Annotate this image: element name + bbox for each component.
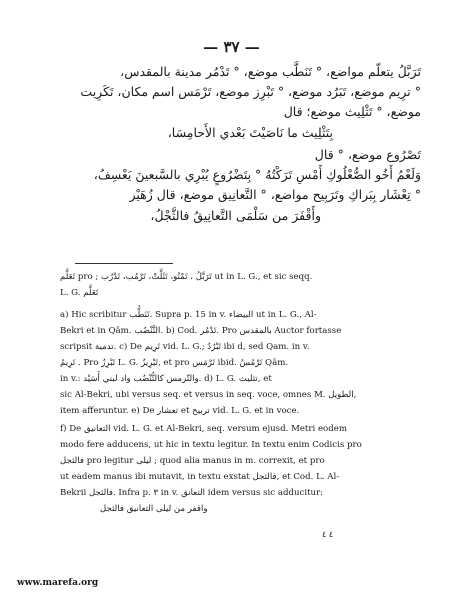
page-number: — ٣٧ — [203, 38, 260, 56]
verse-line: ° ترِيم موضع، تَبَرُد موضع، ° تَبْرِز موضع، تَرْمَس اسم مكان، تَكَرِيت [80, 84, 421, 99]
verse-line: تَرَبَّلُ يتعلّم مواضع، ° تَنَطَّب موضع، ° تَدْمُر مدينة بالمقدس، [120, 64, 421, 79]
verse-line: ° تِعْشَار بِبَراكِ وتَرَبِيح مواضع، ° التَّعانِيق موضع، قال زُهَيْر [129, 187, 421, 202]
footnote-line: L. G. تَعَلَّم [60, 288, 99, 298]
footnote-line: f) De التعانيق vid. L. G. et Al-Bekri, seq. versum ejusd. Metri eodem [60, 424, 347, 434]
footnote-line: تَرِيمُ . Pro تَبْرِزُ L. G. تَبْرِيزُ, et pro تَرْمَس ibid. تَرْمُسُ Qâm. [60, 358, 289, 368]
verse-line: موضع، ° تَثْلِيث موضع؛ قال [283, 104, 421, 119]
footnote-line: in v.: والتّرمس كالتُّنْضُب واد لبني أَسَيْد. d) L. G. تثليث, et [60, 374, 272, 384]
verse-line: وَلَعْمُ أَخُو الصُّعْلُوكِ أَمْسِ تَرَكْتُهُ ° بِتَضْرُوعٍ يُبْرِي بالسَّبعينَ يَعْسِفُ، [93, 167, 421, 182]
footnote-line: item afferuntur. e) De تعشار et تربيح vid. L. G. et in voce. [60, 406, 300, 416]
footnote-line: sic Al-Bekri, ubi versus seq. et versus in seq. voce, omnes M. الطويل, [60, 390, 357, 400]
verse-line: بِتَثْلِيث ما نَاصَيْتَ بَعْدي الأَحامِسَا، [167, 125, 333, 140]
footnote-line: modo fere adducens, ut hic in textu legitur. In textu enim Codicis pro [60, 440, 362, 450]
footnote-line: Bekri et in Qâm. التَّنْضُب. b) Cod. تَدْمُر. Pro بالمقدس Auctor fortasse [60, 326, 342, 336]
footnote-line: تَعَلَّم pro ; تَرَبَّلُ ، تَمْتُو، تَثَلَّتْ، تَرْمُب، تَدْرُب ut in L. G., et sic seqq. [60, 272, 313, 282]
footer-url: www.marefa.org [17, 578, 99, 588]
footnote-line: Bekrii فالثجل. Infra p. ۳ in v. التعانق idem versus sic adducitur: [60, 488, 324, 498]
verse-line: تَصْرُوع موضع، ° قال [314, 147, 421, 162]
footnote-line: فالثجل pro legitur ليلى ; quod alia manus in m. correxit, et pro [60, 456, 325, 466]
signature-mark: ٤ ٤ [322, 530, 334, 539]
verse-line: وأَقْفَرَ من سَلْمَى التَّعانِيقُ فالثَّجْلُ، [150, 208, 321, 223]
footnote-line: ut eadem manus ibi mutavit, in textu exstat فالثجل, et Cod. L. Al- [60, 472, 340, 482]
footnote-line: واقفر من ليلى التعانيق فالثجل [100, 504, 208, 514]
footnote-line: a) Hic scribitur تَنَطُّب. Supra p. 15 in v. البيضاء ut in L. G., Al- [60, 310, 317, 320]
footnote-divider [75, 263, 173, 264]
footnote-line: scripsit تدمیة. c) De تَرِيم vid. L. G.; تَبْرُدُ ibi d, sed Qam. in v. [60, 342, 310, 352]
